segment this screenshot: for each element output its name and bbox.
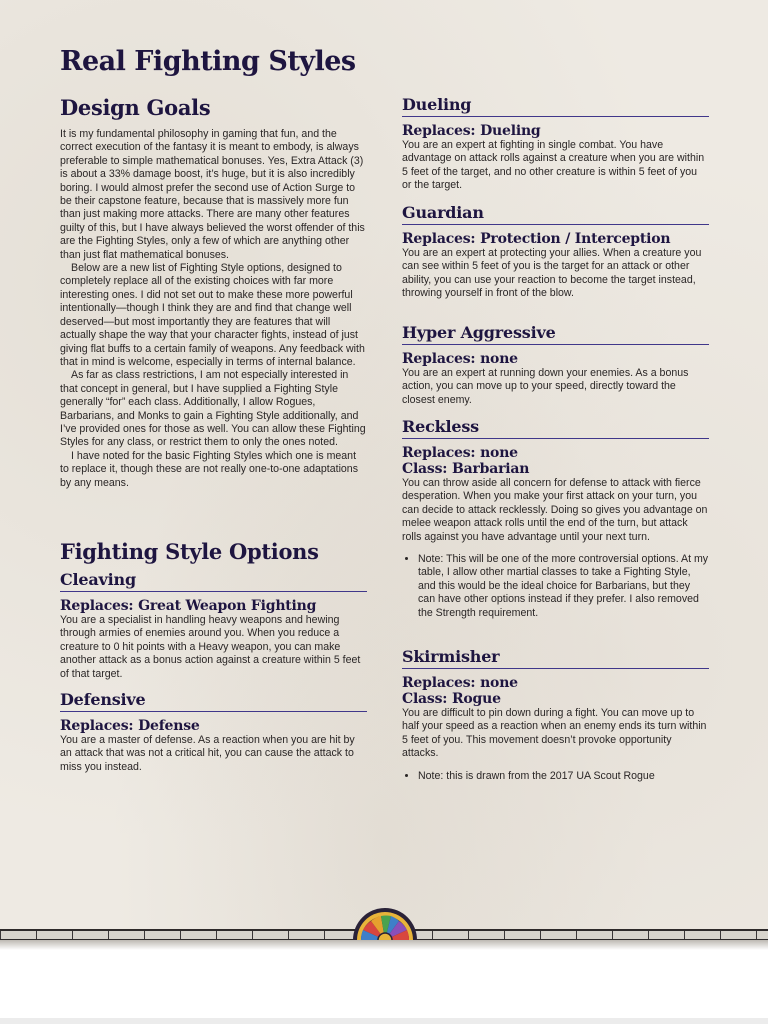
- replaces-label: Replaces: Defense: [60, 718, 200, 734]
- section-text: You are a master of defense. As a reaction when you are hit by an attack that was not a critical hit, you can cause the attack to miss you instead.: [60, 734, 355, 773]
- section-heading: Cleaving: [60, 570, 367, 592]
- list-item: • Note: this is drawn from the 2017 UA Scout Rogue: [418, 770, 709, 783]
- defensive-section: [60, 690, 367, 774]
- dueling-section: [402, 95, 709, 193]
- list-item: • Note: This will be one of the more controversial options. At my table, I allow other martial classes to take a Fighting Style, and this would be the ideal choice for Barbarians, but they can have other options instead if they prefer. I also removed the Strength requirement.: [418, 553, 709, 620]
- section-text: You are a specialist in handling heavy weapons and hewing through armies of enemies around you. When you reduce a creature to 0 hit points with a Heavy weapon, you can make another attack as a bonus action against a creature within 5 feet of that target.: [60, 614, 361, 680]
- hyper-aggressive-section: [402, 323, 709, 407]
- section-heading: Skirmisher: [402, 647, 709, 669]
- section-text: You are an expert at protecting your allies. When a creature you can see within 5 feet of you is the target for an attack or other ability, you can use your reaction to become the target instead, throwing yourself in front of the blow.: [402, 247, 702, 300]
- section-heading: Guardian: [402, 203, 709, 225]
- replaces-label: Replaces: none: [402, 351, 518, 367]
- notes-list: [402, 770, 709, 783]
- design-goals-heading: Design Goals: [60, 95, 211, 120]
- skirmisher-section: [402, 647, 709, 783]
- reckless-section: [402, 417, 709, 620]
- section-text: You can throw aside all concern for defense to attack with fierce desperation. When you make your first attack on your turn, you can decide to attack recklessly. Doing so gives you advantage on melee weapon attack rolls until the end of the turn, but attack rolls against you have advantage until your next turn.: [402, 477, 708, 543]
- section-heading: Hyper Aggressive: [402, 323, 709, 345]
- cleaving-section: [60, 570, 367, 681]
- replaces-label: Replaces: none: [402, 675, 518, 691]
- notes-list: [402, 553, 709, 620]
- class-label: Class: Barbarian: [402, 461, 530, 477]
- page-title: Real Fighting Styles: [60, 46, 356, 77]
- guardian-section: [402, 203, 709, 301]
- options-heading: Fighting Style Options: [60, 539, 319, 564]
- replaces-label: Replaces: Great Weapon Fighting: [60, 598, 317, 614]
- paragraph: I have noted for the basic Fighting Styles which one is meant to replace it, though these are not really one-to-one adaptations by any means.: [60, 449, 359, 489]
- design-goals-body: [60, 128, 367, 490]
- section-heading: Defensive: [60, 690, 367, 712]
- replaces-label: Replaces: none: [402, 445, 518, 461]
- section-text: You are difficult to pin down during a fight. You can move up to half your speed as a reaction when an enemy ends its turn within 5 feet of you. This movement doesn’t provoke opportunity attacks.: [402, 707, 707, 760]
- footer-shadow: [0, 940, 768, 950]
- paragraph: Below are a new list of Fighting Style options, designed to completely replace all of the existing choices with far more interesting ones. I did not set out to make these more powerful intentionally—though I think they are and find that change well deserved—but most importantly they are features that will actually shape the way that your character fights, instead of just giving flat buffs to a certain family of weapons. Any feedback with that in mind is welcome, especially in terms of internal balance.: [60, 262, 365, 368]
- section-text: You are an expert at running down your enemies. As a bonus action, you can move up to your speed, directly toward the closest enemy.: [402, 367, 689, 406]
- section-heading: Dueling: [402, 95, 709, 117]
- paragraph: It is my fundamental philosophy in gaming that fun, and the correct execution of the fantasy it is meant to embody, is always preferable to simple mathematical bonuses. Yes, Extra Attack (3) is about a 33% damage boost, it’s huge, but it is also incredibly boring. I would almost prefer the second use of Action Surge to be their capstone feature, because that is massively more fun than just making more attacks. There are many other features guilty of this, but I have always believed the worst offender of this are the Fighting Styles, only a few of which are anything other than just flat mathematical bonuses.: [60, 128, 365, 261]
- rosette-ornament-icon: [351, 904, 419, 940]
- paragraph: As far as class restrictions, I am not especially interested in that concept in general, but I have supplied a Fighting Style generally “for” each class. Additionally, I allow Rogues, Barbarians, and Monks to gain a Fighting Style additionally, and I’ve provided ones for those as well. You can allow these Fighting Styles for any class, or restrict them to only the ones noted.: [60, 369, 366, 449]
- replaces-label: Replaces: Dueling: [402, 123, 541, 139]
- section-text: You are an expert at fighting in single combat. You have advantage on attack rolls against a creature when you are within 5 feet of the target, and no other creature is within 5 feet of you or the target.: [402, 139, 705, 192]
- replaces-label: Replaces: Protection / Interception: [402, 231, 671, 247]
- section-heading: Reckless: [402, 417, 709, 439]
- bottom-strip: [0, 1018, 768, 1024]
- class-label: Class: Rogue: [402, 691, 501, 707]
